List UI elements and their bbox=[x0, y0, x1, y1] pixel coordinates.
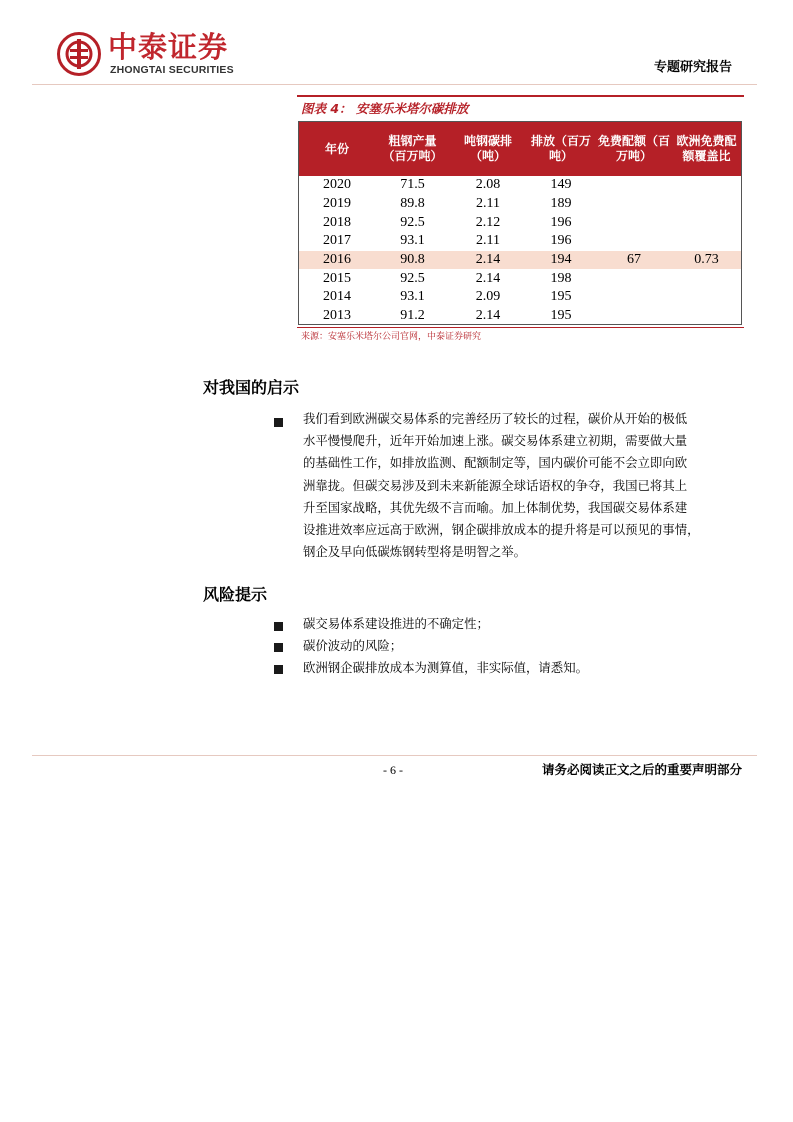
table-cell bbox=[596, 269, 672, 288]
table-cell: 149 bbox=[550, 177, 572, 193]
emissions-table bbox=[299, 122, 741, 326]
disclaimer-note: 请务必阅读正文之后的重要声明部分 bbox=[541, 762, 742, 777]
table-cell: 2.11 bbox=[476, 196, 500, 212]
emissions-table-frame bbox=[298, 121, 742, 325]
paragraph-line: 设推进效率应远高于欧洲，钢企碳排放成本的提升将是可以预见的事情， bbox=[303, 522, 700, 538]
section-title-risks: 风险提示 bbox=[203, 585, 268, 604]
column-header: 粗钢产量（百万吨） bbox=[375, 122, 450, 176]
table-cell bbox=[672, 176, 741, 195]
table-cell: 2014 bbox=[323, 289, 351, 305]
table-cell bbox=[596, 195, 672, 214]
table-cell bbox=[596, 307, 672, 326]
document-type: 专题研究报告 bbox=[653, 60, 732, 75]
figure-source-rule bbox=[297, 327, 744, 328]
table-row bbox=[299, 269, 741, 288]
table-cell: 2.14 bbox=[475, 270, 501, 286]
header-divider bbox=[32, 84, 757, 85]
risk-item: 欧洲钢企碳排放成本为测算值，非实际值，请悉知。 bbox=[303, 660, 588, 675]
bullet-icon bbox=[274, 622, 283, 631]
column-header: 免费配额（百万吨） bbox=[596, 122, 672, 176]
footer-divider bbox=[32, 755, 757, 756]
column-header: 吨钢碳排（吨） bbox=[450, 122, 526, 176]
table-cell: 196 bbox=[550, 214, 572, 230]
table-cell: 71.5 bbox=[400, 177, 425, 193]
bullet-icon bbox=[274, 665, 283, 674]
figure-source: 来源：安塞乐米塔尔公司官网，中泰证券研究 bbox=[301, 332, 482, 342]
paragraph-line: 钢企及早向低碳炼钢转型将是明智之举。 bbox=[303, 544, 527, 560]
table-row bbox=[299, 251, 741, 270]
paragraph-line: 的基础性工作，如排放监测、配额制定等，国内碳价可能不会立即向欧 bbox=[303, 455, 688, 471]
bullet-icon bbox=[274, 643, 283, 652]
bullet-icon bbox=[274, 418, 283, 427]
table-row bbox=[299, 232, 741, 251]
table-cell: 93.1 bbox=[400, 289, 425, 305]
table-cell: 2017 bbox=[323, 233, 351, 249]
table-row bbox=[299, 288, 741, 307]
table-cell bbox=[672, 195, 741, 214]
table-cell: 91.2 bbox=[400, 308, 425, 324]
implications-paragraph bbox=[303, 408, 749, 563]
table-cell: 92.5 bbox=[400, 214, 425, 230]
page-number: - 6 - bbox=[383, 763, 403, 777]
table-cell: 2019 bbox=[323, 196, 351, 212]
table-cell: 195 bbox=[550, 289, 572, 305]
table-cell: 195 bbox=[550, 308, 572, 324]
risk-item: 碳交易体系建设推进的不确定性； bbox=[303, 616, 489, 631]
table-row bbox=[299, 176, 741, 195]
table-header-row bbox=[299, 122, 741, 176]
table-cell: 189 bbox=[550, 196, 572, 212]
table-cell bbox=[672, 288, 741, 307]
table-cell: 2.14 bbox=[475, 308, 501, 324]
table-cell: 2.09 bbox=[475, 289, 501, 305]
table-row bbox=[299, 307, 741, 326]
company-logo-english: ZHONGTAI SECURITIES bbox=[110, 64, 234, 76]
table-cell: 2016 bbox=[299, 251, 375, 270]
table-cell: 2015 bbox=[323, 270, 351, 286]
table-cell bbox=[596, 288, 672, 307]
table-cell: 198 bbox=[550, 270, 572, 286]
table-cell: 194 bbox=[526, 251, 596, 270]
table-cell: 196 bbox=[550, 233, 572, 249]
table-row bbox=[299, 213, 741, 232]
paragraph-line: 升至国家战略，其优先级不言而喻。加上体制优势，我国碳交易体系建 bbox=[303, 499, 688, 515]
table-cell bbox=[672, 269, 741, 288]
section-title-implications: 对我国的启示 bbox=[203, 378, 300, 397]
table-cell bbox=[672, 307, 741, 326]
figure-title: 图表 4： 安塞乐米塔尔碳排放 bbox=[301, 101, 469, 116]
company-logo-text: 中泰证券 bbox=[108, 30, 229, 64]
table-cell: 67 bbox=[596, 251, 672, 270]
paragraph-line: 我们看到欧洲碳交易体系的完善经历了较长的过程，碳价从开始的极低 bbox=[303, 411, 688, 426]
table-cell: 2018 bbox=[323, 214, 351, 230]
figure-top-rule bbox=[297, 95, 744, 97]
table-cell bbox=[596, 213, 672, 232]
table-cell bbox=[596, 232, 672, 251]
paragraph-line: 水平慢慢爬升，近年开始加速上涨。碳交易体系建立初期，需要做大量 bbox=[303, 433, 688, 449]
table-cell: 0.73 bbox=[672, 251, 741, 270]
table-cell: 2.11 bbox=[476, 233, 500, 249]
table-row bbox=[299, 195, 741, 214]
column-header: 排放（百万吨） bbox=[526, 122, 596, 176]
table-cell bbox=[672, 232, 741, 251]
logo-icon bbox=[57, 32, 101, 76]
table-cell: 2013 bbox=[323, 308, 351, 324]
table-cell: 89.8 bbox=[400, 196, 425, 212]
table-cell: 2.08 bbox=[475, 177, 501, 193]
table-cell: 2.14 bbox=[450, 251, 526, 270]
column-header: 欧洲免费配额覆盖比 bbox=[672, 122, 741, 176]
table-cell: 90.8 bbox=[375, 251, 450, 270]
table-cell bbox=[672, 213, 741, 232]
table-cell: 93.1 bbox=[400, 233, 425, 249]
table-cell: 2.12 bbox=[475, 214, 501, 230]
column-header: 年份 bbox=[299, 122, 375, 176]
table-cell: 2020 bbox=[323, 177, 351, 193]
table-cell bbox=[596, 176, 672, 195]
paragraph-line: 洲靠拢。但碳交易涉及到未来新能源全球话语权的争夺，我国已将其上 bbox=[303, 477, 688, 493]
risk-item: 碳价波动的风险； bbox=[303, 638, 403, 653]
table-cell: 92.5 bbox=[400, 270, 425, 286]
